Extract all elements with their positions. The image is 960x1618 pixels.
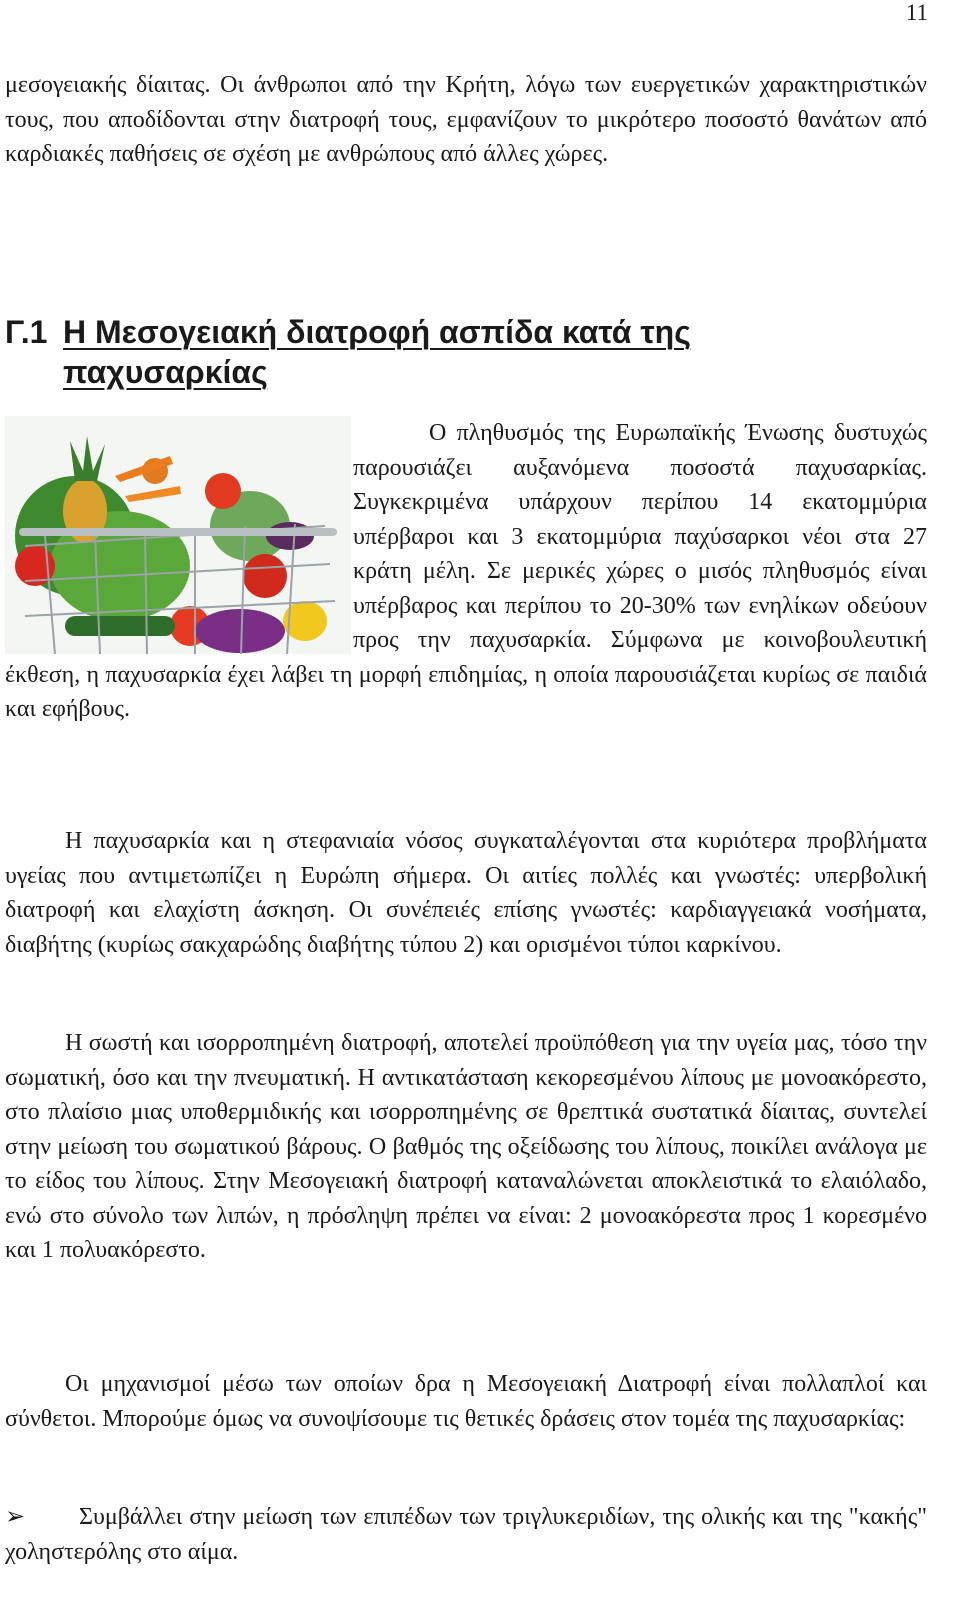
list-item bbox=[5, 1500, 927, 1569]
paragraph-text: Ο πληθυσμός της Ευρωπαϊκής Ένωσης δυστυχώς παρουσιάζει αυξανόμενα ποσοστά παχυσαρκίας. Συγκεκριμένα υπάρχουν περίπου 14 εκατομμύρια υπέρβαροι και 3 εκατομμύρια παχύσαρκοι νέοι στα 27 κράτη μέλη. Σε μερικές χώρες ο μισός πληθυσμός είναι υπέρβαρος και περίπου το 20-30% των ενηλίκων οδεύουν προς την παχυσαρκία. Σύμφωνα με κοινοβουλευτική έκθεση, η παχυσαρκία έχει λάβει τη μορφή επιδημίας, η οποία παρουσιάζεται κυρίως σε παιδιά και εφήβους. bbox=[5, 420, 927, 722]
bullet-list bbox=[5, 1500, 927, 1569]
intro-paragraph: μεσογειακής δίαιτας. Οι άνθρωποι από την Κρήτη, λόγω των ευεργετικών χαρακτηριστικών τους, που αποδίδονται στην διατροφή τους, εμφανίζουν το μικρότερο ποσοστό θανάτων από καρδιακές παθήσεις σε σχέση με ανθρώπους από άλλες χώρες. bbox=[5, 72, 927, 167]
section-number: Γ.1 bbox=[5, 314, 48, 350]
page-number: 11 bbox=[905, 0, 928, 25]
paragraph-balanced-diet: Η σωστή και ισορροπημένη διατροφή, αποτελεί προϋπόθεση για την υγεία μας, τόσο την σωματική, όσο και την πνευματική. Η αντικατάσταση κεκορεσμένου λίπους με μονοακόρεστο, στο πλαίσιο μιας υποθερμιδικής και ισορροπημένης σε θρεπτικά συστατικά δίαιτας, συντελεί στην μείωση του σωματικού βάρους. Ο βαθμός της οξείδωσης του λίπους, ποικίλει ανάλογα με το είδος του λίπους. Στην Μεσογειακή διατροφή καταναλώνεται αποκλειστικά το ελαιόλαδο, ενώ στο σύνολο των λιπών, η πρόσληψη πρέπει να είναι: 2 μονοακόρεστα προς 1 κορεσμένο και 1 πολυακόρεστο. bbox=[5, 1030, 927, 1263]
section-heading bbox=[5, 312, 691, 392]
section-title-line2: παχυσαρκίας bbox=[63, 354, 268, 390]
paragraph-health-problems: Η παχυσαρκία και η στεφανιαία νόσος συγκαταλέγονται στα κυριότερα προβλήματα υγείας που αντιμετωπίζει η Ευρώπη σήμερα. Οι αιτίες πολλές και γνωστές: υπερβολική διατροφή και ελαχίστη άσκηση. Οι συνέπειές επίσης γνωστές: καρδιαγγειακά νοσήματα, διαβήτης (κυρίως σακχαρώδης διαβήτης τύπου 2) και ορισμένοι τύποι καρκίνου. bbox=[5, 828, 927, 958]
paragraph-mechanisms: Οι μηχανισμοί μέσω των οποίων δρα η Μεσογειακή Διατροφή είναι πολλαπλοί και σύνθετοι. Μπορούμε όμως να συνοψίσουμε τις θετικές δράσεις στον τομέα της παχυσαρκίας: bbox=[5, 1371, 927, 1432]
vegetable-basket-photo bbox=[5, 416, 351, 654]
section-title-line1: Η Μεσογειακή διατροφή ασπίδα κατά της bbox=[63, 314, 691, 350]
paragraph-obesity-eu bbox=[5, 416, 927, 727]
bullet-text: Συμβάλλει στην μείωση των επιπέδων των τριγλυκεριδίων, της ολικής και της "κακής" χοληστερόλης στο αίμα. bbox=[5, 1504, 927, 1565]
arrow-bullet-icon: ➢ bbox=[5, 1504, 26, 1530]
